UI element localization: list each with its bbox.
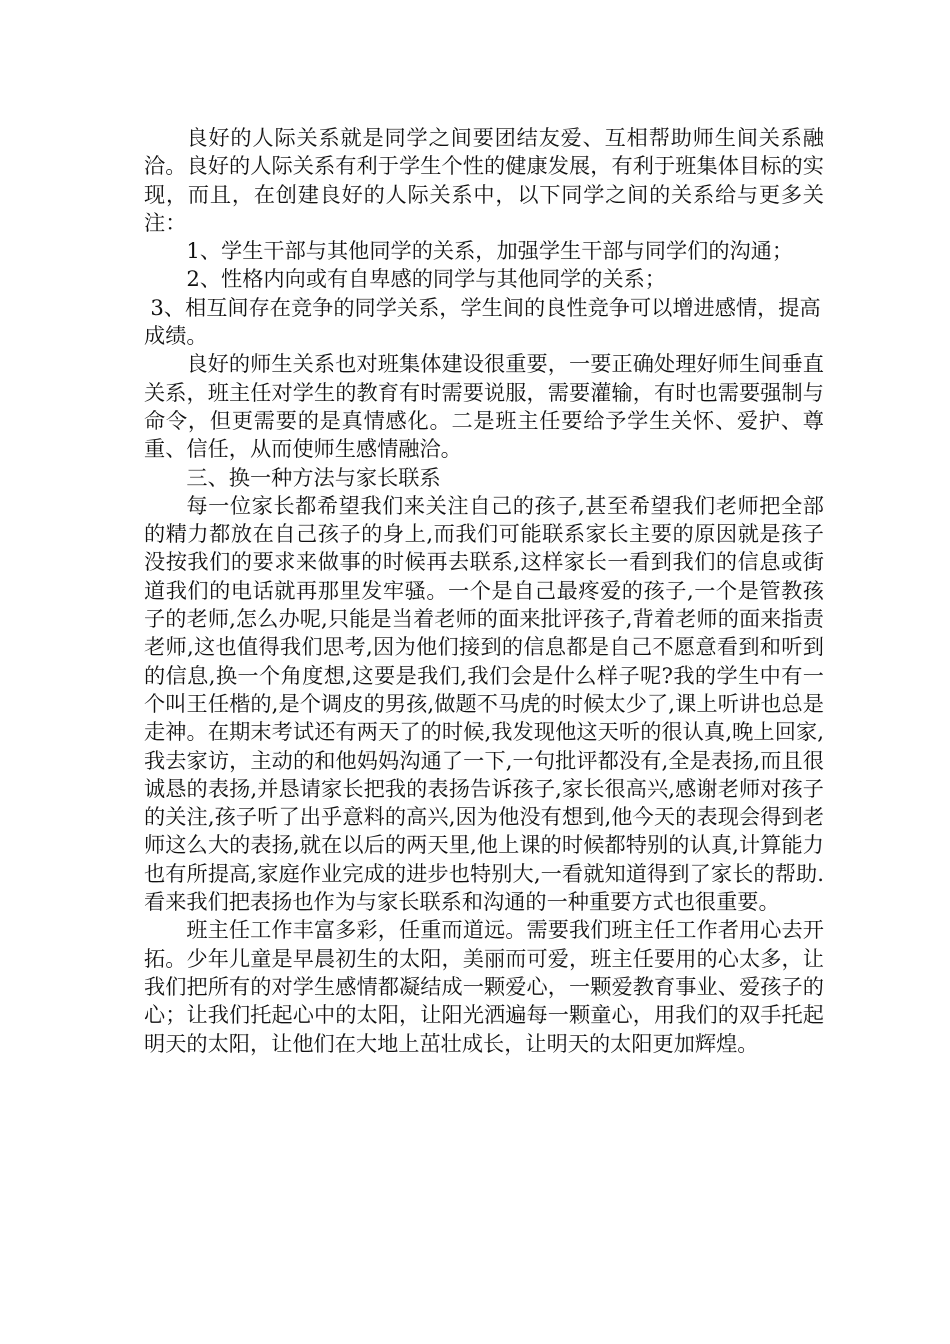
list-item-3: 3、相互间存在竞争的同学关系，学生间的良性竞争可以增进感情，提高成绩。 <box>144 294 821 349</box>
list-item-2: 2、性格内向或有自卑感的同学与其他同学的关系； <box>186 266 666 292</box>
section-heading: 三、换一种方法与家长联系 <box>186 464 441 490</box>
paragraph-conclusion: 班主任工作丰富多彩，任重而道远。需要我们班主任工作者用心去开拓。少年儿童是早晨初生的太阳，美丽而可爱，班主任要用的心太多，让我们把所有的对学生感情都凝结成一颗爱心，一颗爱教育事业、爱孩子的心；让我们托起心中的太阳，让阳光洒遍每一颗童心，用我们的双手托起明天的太阳，让他们在大地上茁壮成长，让明天的太阳更加辉煌。 <box>144 917 824 1056</box>
document-body <box>144 124 824 1058</box>
paragraph-parent-contact: 每一位家长都希望我们来关注自己的孩子,甚至希望我们老师把全部的精力都放在自己孩子的身上,而我们可能联系家长主要的原因就是孩子没按我们的要求来做事的时候再去联系,这样家长一看到我们的信息或街道我们的电话就再那里发牢骚。一个是自己最疼爱的孩子,一个是管教孩子的老师,怎么办呢,只能是当着老师的面来批评孩子,背着老师的面来指责老师,这也值得我们思考,因为他们接到的信息都是自己不愿意看到和听到的信息,换一个角度想,这要是我们,我们会是什么样子呢?我的学生中有一个叫王任楷的,是个调皮的男孩,做题不马虎的时候太少了,课上听讲也总是走神。在期末考试还有两天了的时候,我发现他这天听的很认真,晚上回家,我去家访，主动的和他妈妈沟通了一下,一句批评都没有,全是表扬,而且很诚恳的表扬,并恳请家长把我的表扬告诉孩子,家长很高兴,感谢老师对孩子的关注,孩子听了出乎意料的高兴,因为他没有想到,他今天的表现会得到老师这么大的表扬,就在以后的两天里,他上课的时候都特别的认真,计算能力也有所提高,家庭作业完成的进步也特别大,一看就知道得到了家长的帮助.看来我们把表扬也作为与家长联系和沟通的一种重要方式也很重要。 <box>144 492 824 915</box>
paragraph-interpersonal-relations: 良好的人际关系就是同学之间要团结友爱、互相帮助师生间关系融洽。良好的人际关系有利于学生个性的健康发展，有利于班集体目标的实现，而且，在创建良好的人际关系中，以下同学之间的关系给与更多关注： <box>144 125 824 235</box>
paragraph-teacher-student: 良好的师生关系也对班集体建设很重要，一要正确处理好师生间垂直关系，班主任对学生的教育有时需要说服，需要灌输，有时也需要强制与命令，但更需要的是真情感化。二是班主任要给予学生关怀、爱护、尊重、信任，从而使师生感情融洽。 <box>144 351 824 462</box>
list-item-1: 1、学生干部与其他同学的关系，加强学生干部与同学们的沟通； <box>186 238 794 264</box>
